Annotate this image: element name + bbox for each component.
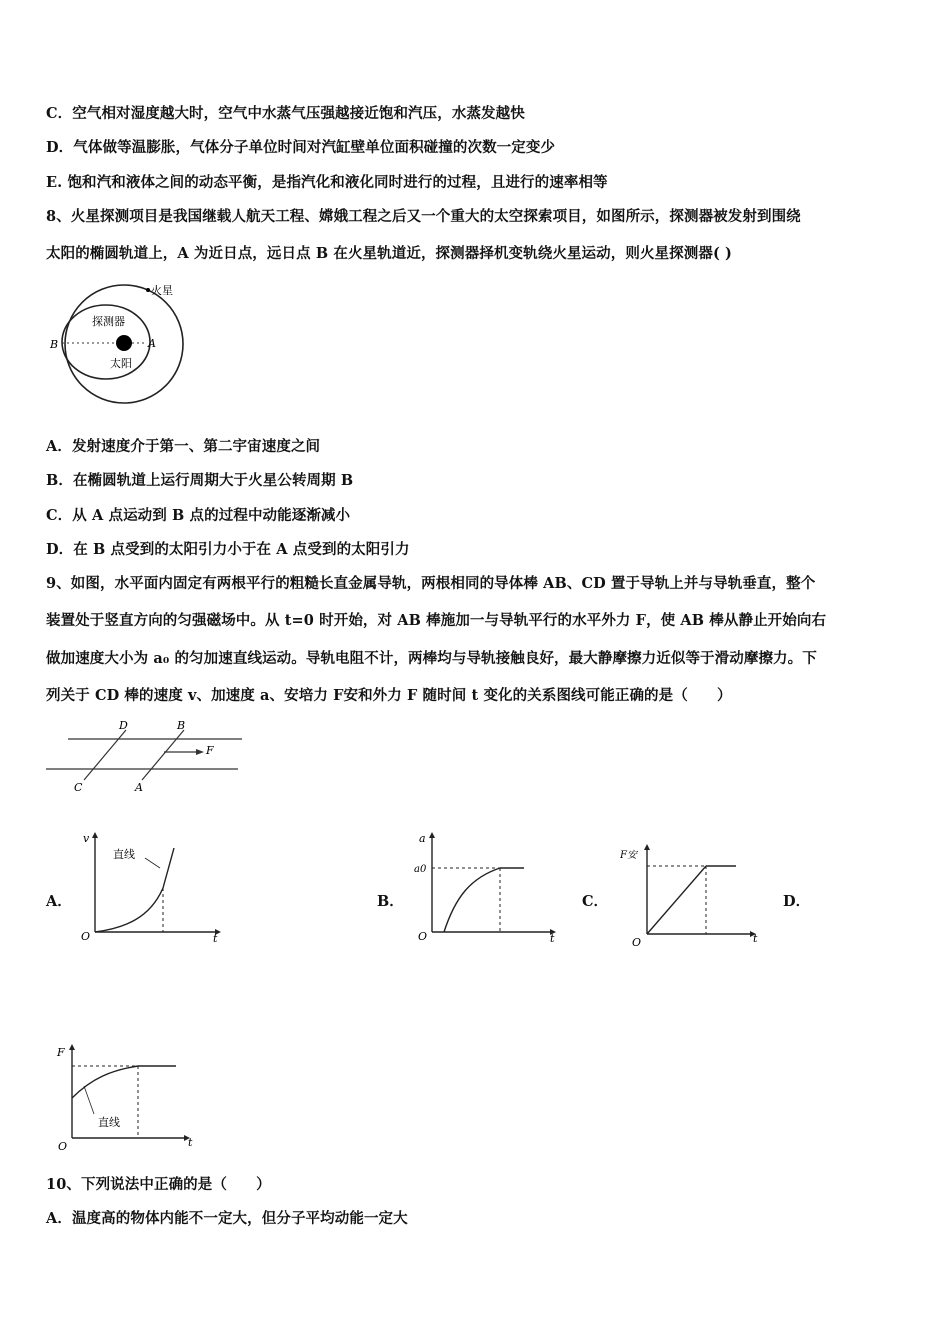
q7-option-e: E. 饱和汽和液体之间的动态平衡，是指汽化和液化同时进行的过程，且进行的速率相等 xyxy=(46,174,608,191)
graph-option-b-label: B． xyxy=(377,893,404,910)
label-f: F xyxy=(206,744,214,757)
svg-text:v: v xyxy=(83,832,90,845)
sun-dot xyxy=(116,335,132,351)
sun-label: 太阳 xyxy=(110,357,132,370)
label-a: A xyxy=(135,781,143,794)
q8-stem-line2: 太阳的椭圆轨道上，A 为近日点，远日点 B 在火星轨道近，探测器择机变轨绕火星运动，则火星探测器( ) xyxy=(46,245,733,262)
graph-d-curve xyxy=(72,1066,138,1098)
rails-diagram xyxy=(46,718,246,798)
mars-dot xyxy=(146,288,150,292)
graph-b xyxy=(410,828,560,943)
svg-text:t: t xyxy=(188,1136,193,1149)
q8-option-a: A．发射速度介于第一、第二宇宙速度之间 xyxy=(46,438,321,455)
graph-option-c-label: C． xyxy=(582,893,609,910)
point-a-label: A xyxy=(148,337,156,350)
force-arrowhead xyxy=(196,749,204,755)
q8-option-b: B．在椭圆轨道上运行周期大于火星公转周期 B xyxy=(46,472,354,489)
graph-c-ramp xyxy=(647,866,706,934)
q9-stem-line4: 列关于 CD 棒的速度 v、加速度 a、安培力 F安和外力 F 随时间 t 变化的关系图线可能正确的是（ ） xyxy=(46,687,732,704)
q7-option-d: D．气体做等温膨胀，气体分子单位时间对汽缸壁单位面积碰撞的次数一定变少 xyxy=(46,139,556,156)
graph-a xyxy=(75,828,225,943)
q10-stem: 10、下列说法中正确的是（ ） xyxy=(46,1176,271,1193)
graph-c xyxy=(620,838,770,950)
graph-d xyxy=(52,1040,202,1155)
q7-option-c: C．空气相对湿度越大时，空气中水蒸气压强越接近饱和汽压，水蒸发越快 xyxy=(46,105,525,122)
svg-text:t: t xyxy=(550,932,555,943)
q8-option-d: D．在 B 点受到的太阳引力小于在 A 点受到的太阳引力 xyxy=(46,541,410,558)
svg-text:t: t xyxy=(753,932,758,945)
rod-ab xyxy=(142,730,184,780)
svg-text:O: O xyxy=(58,1140,68,1153)
q8-stem-line1: 8、火星探测项目是我国继载人航天工程、嫦娥工程之后又一个重大的太空探索项目，如图所示，探测器被发射到围绕 xyxy=(46,208,801,225)
orbit-diagram xyxy=(48,282,198,407)
svg-text:O: O xyxy=(81,930,91,943)
svg-text:t: t xyxy=(213,932,218,943)
svg-text:a: a xyxy=(419,832,426,845)
svg-text:O: O xyxy=(418,930,428,943)
graph-option-d-label: D． xyxy=(783,893,811,910)
label-d: D xyxy=(119,719,128,732)
probe-label: 探测器 xyxy=(92,315,125,328)
q10-option-a: A．温度高的物体内能不一定大，但分子平均动能一定大 xyxy=(46,1210,408,1227)
point-b-label: B xyxy=(50,338,59,351)
svg-text:F: F xyxy=(57,1046,65,1059)
graph-d-note: 直线 xyxy=(98,1116,120,1129)
q9-stem-line1: 9、如图，水平面内固定有两根平行的粗糙长直金属导轨，两根相同的导体棒 AB、CD 置于导轨上并与导轨垂直，整个 xyxy=(46,575,816,592)
q9-stem-line2: 装置处于竖直方向的匀强磁场中。从 t=0 时开始，对 AB 棒施加一与导轨平行的水平外力 F，使 AB 棒从静止开始向右 xyxy=(46,612,827,629)
q9-stem-line3: 做加速度大小为 a₀ 的匀加速直线运动。导轨电阻不计，两棒均与导轨接触良好，最大静摩擦力近似等于滑动摩擦力。下 xyxy=(46,650,817,667)
q8-option-c: C．从 A 点运动到 B 点的过程中动能逐渐减小 xyxy=(46,507,351,524)
svg-text:O: O xyxy=(632,936,642,949)
graph-b-curve xyxy=(444,868,500,932)
svg-text:F安: F安 xyxy=(620,850,637,861)
graph-option-a-label: A． xyxy=(46,893,72,910)
mars-label: 火星 xyxy=(151,284,173,297)
label-c: C xyxy=(74,781,83,794)
svg-text:a0: a0 xyxy=(414,864,427,875)
rod-cd xyxy=(84,730,126,780)
label-b: B xyxy=(177,719,186,732)
graph-a-note: 直线 xyxy=(113,848,135,861)
